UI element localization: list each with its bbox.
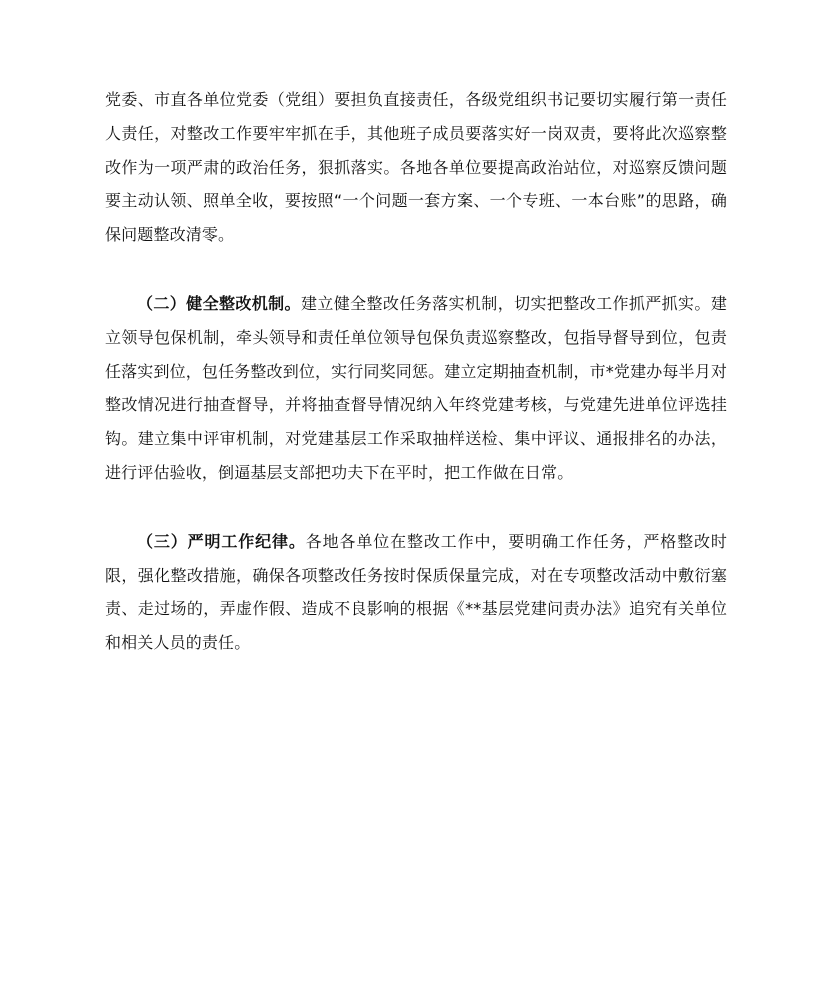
section-heading-mechanism: （二）健全整改机制。 <box>137 293 301 313</box>
paragraph-discipline <box>105 525 727 660</box>
paragraph-responsibility <box>105 83 727 252</box>
document-body <box>105 83 727 695</box>
paragraph-text: 各地各单位在整改工作中，要明确工作任务，严格整改时限，强化整改措施，确保各项整改任务按时保质保量完成，对在专项整改活动中敷衍塞责、走过场的，弄虚作假、造成不良影响的根据《**基层党建问责办法》追究有关单位和相关人员的责任。 <box>105 531 727 653</box>
section-heading-discipline: （三）严明工作纪律。 <box>137 531 306 551</box>
paragraph-mechanism <box>105 287 727 490</box>
paragraph-text: 建立健全整改任务落实机制，切实把整改工作抓严抓实。建立领导包保机制，牵头领导和责任单位领导包保负责巡察整改，包指导督导到位，包责任落实到位，包任务整改到位，实行同奖同惩。建立定期抽查机制，市*党建办每半月对整改情况进行抽查督导，并将抽查督导情况纳入年终党建考核，与党建先进单位评选挂钩。建立集中评审机制，对党建基层工作采取抽样送检、集中评议、通报排名的办法，进行评估验收，倒逼基层支部把功夫下在平时，把工作做在日常。 <box>105 293 727 482</box>
paragraph-text: 党委、市直各单位党委（党组）要担负直接责任，各级党组织书记要切实履行第一责任人责任，对整改工作要牢牢抓在手，其他班子成员要落实好一岗双责，要将此次巡察整改作为一项严肃的政治任务，狠抓落实。各地各单位要提高政治站位，对巡察反馈问题要主动认领、照单全收，要按照“一个问题一套方案、一个专班、一本台账”的思路，确保问题整改清零。 <box>105 90 727 245</box>
